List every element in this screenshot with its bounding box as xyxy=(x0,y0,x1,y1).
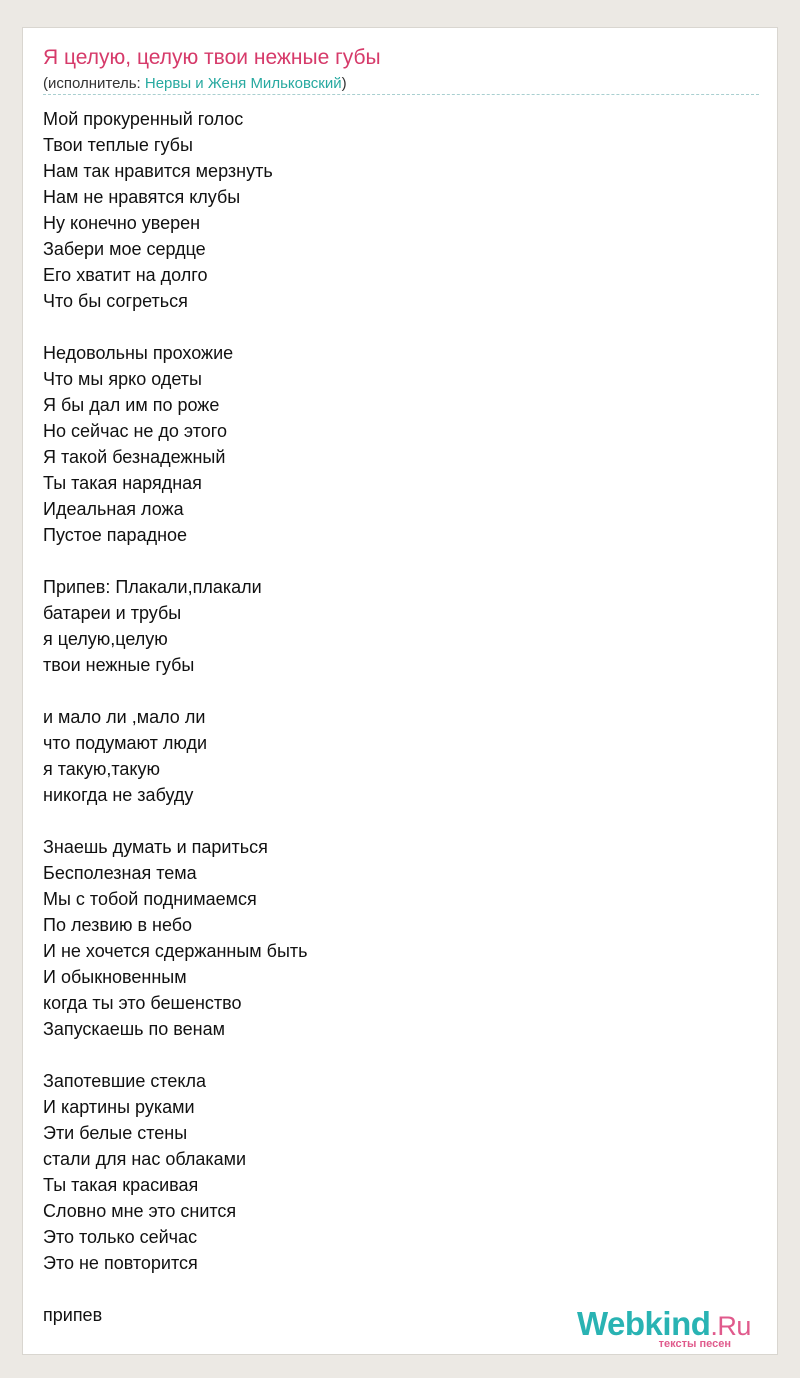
lyric-line: я такую,такую xyxy=(43,759,161,779)
stanza-break xyxy=(43,548,308,574)
lyric-line: Мой прокуренный голос xyxy=(43,109,244,129)
lyric-line: Но сейчас не до этого xyxy=(43,421,227,441)
lyric-line: Это только сейчас xyxy=(43,1227,198,1247)
logo-tagline: тексты песен xyxy=(658,1338,731,1350)
lyric-line: когда ты это бешенство xyxy=(43,993,242,1013)
stanza-break xyxy=(43,808,308,834)
stanza-break xyxy=(43,314,308,340)
lyric-line: По лезвию в небо xyxy=(43,915,193,935)
lyric-line: Ты такая красивая xyxy=(43,1175,199,1195)
lyric-line: Бесполезная тема xyxy=(43,863,197,883)
lyric-line: Я бы дал им по роже xyxy=(43,395,220,415)
artist-prefix: (исполнитель: xyxy=(43,75,145,92)
artist-suffix: ) xyxy=(341,75,347,92)
lyric-line: Идеальная ложа xyxy=(43,499,184,519)
logo-name: Webkind xyxy=(577,1305,711,1342)
lyric-line: Словно мне это снится xyxy=(43,1201,237,1221)
lyric-line: Забери мое сердце xyxy=(43,239,206,259)
artist-line xyxy=(43,74,347,94)
lyric-line: И обыкновенным xyxy=(43,967,187,987)
lyric-line: Припев: Плакали,плакали xyxy=(43,577,262,597)
lyric-line: Мы с тобой поднимаемся xyxy=(43,889,257,909)
lyric-line: Я такой безнадежный xyxy=(43,447,226,467)
logo-tld: .Ru xyxy=(710,1311,751,1341)
lyric-line: Нам не нравятся клубы xyxy=(43,187,241,207)
lyric-line: Нам так нравится мерзнуть xyxy=(43,161,273,181)
lyric-line: никогда не забуду xyxy=(43,785,194,805)
lyrics-text xyxy=(43,106,308,1328)
stanza-break xyxy=(43,1042,308,1068)
lyric-line: Знаешь думать и париться xyxy=(43,837,268,857)
site-logo[interactable] xyxy=(577,1304,769,1352)
lyric-line: твои нежные губы xyxy=(43,655,195,675)
lyrics-card xyxy=(22,27,778,1355)
lyric-line: батареи и трубы xyxy=(43,603,182,623)
lyric-line: Запускаешь по венам xyxy=(43,1019,225,1039)
lyric-line: И картины руками xyxy=(43,1097,195,1117)
song-title: Я целую, целую твои нежные губы xyxy=(43,46,381,69)
lyric-line: Запотевшие стекла xyxy=(43,1071,207,1091)
lyric-line: Что бы согреться xyxy=(43,291,188,311)
lyric-line: что подумают люди xyxy=(43,733,207,753)
stanza-break xyxy=(43,1276,308,1302)
lyric-line: Твои теплые губы xyxy=(43,135,193,155)
lyric-line: Эти белые стены xyxy=(43,1123,188,1143)
title-divider xyxy=(43,94,759,95)
lyric-line: Что мы ярко одеты xyxy=(43,369,202,389)
lyric-line: я целую,целую xyxy=(43,629,168,649)
stanza-break xyxy=(43,678,308,704)
lyric-line: Недовольны прохожие xyxy=(43,343,234,363)
lyric-line: Его хватит на долго xyxy=(43,265,208,285)
lyric-line: И не хочется сдержанным быть xyxy=(43,941,308,961)
lyric-line: и мало ли ,мало ли xyxy=(43,707,206,727)
lyric-line: Ну конечно уверен xyxy=(43,213,201,233)
lyric-line: Пустое парадное xyxy=(43,525,188,545)
artist-link[interactable]: Нервы и Женя Мильковский xyxy=(144,75,342,92)
lyric-line: припев xyxy=(43,1305,103,1325)
lyric-line: Это не повторится xyxy=(43,1253,198,1273)
lyric-line: Ты такая нарядная xyxy=(43,473,202,493)
lyric-line: стали для нас облаками xyxy=(43,1149,247,1169)
